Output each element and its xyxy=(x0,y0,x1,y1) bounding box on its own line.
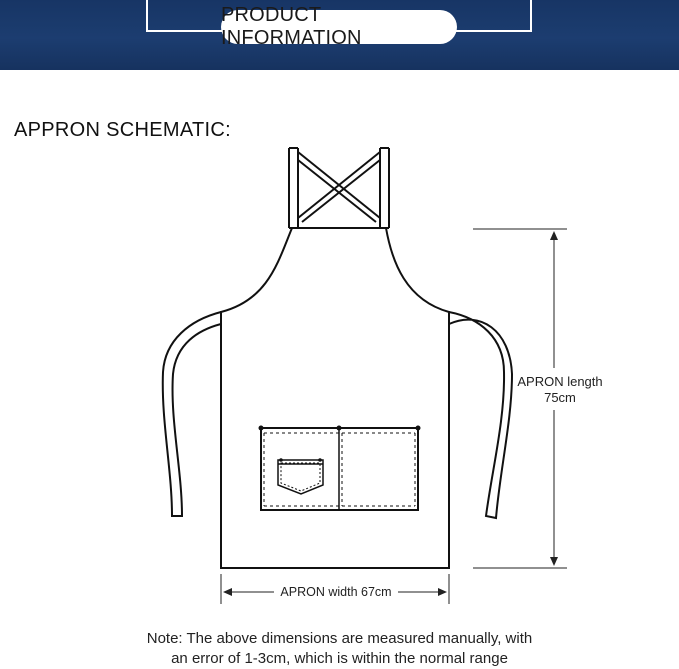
small-pocket xyxy=(278,460,323,494)
left-tie xyxy=(163,312,221,516)
neck-strap xyxy=(289,148,389,228)
front-pocket xyxy=(261,428,418,510)
section-title: APPRON SCHEMATIC: xyxy=(14,119,231,141)
footnote-line-1: Note: The above dimensions are measured manually, with xyxy=(146,630,533,647)
length-label xyxy=(508,374,612,406)
apron-body xyxy=(221,228,449,568)
width-label: APRON width 67cm xyxy=(280,585,392,599)
length-label-text: APRON length xyxy=(517,374,603,389)
footnote xyxy=(0,629,679,669)
right-tie xyxy=(449,312,512,518)
header-title: PRODUCT INFORMATION xyxy=(221,4,362,49)
footnote-line-2: an error of 1-3cm, which is within the normal range xyxy=(171,650,508,667)
length-value-text: 75cm xyxy=(544,390,576,405)
